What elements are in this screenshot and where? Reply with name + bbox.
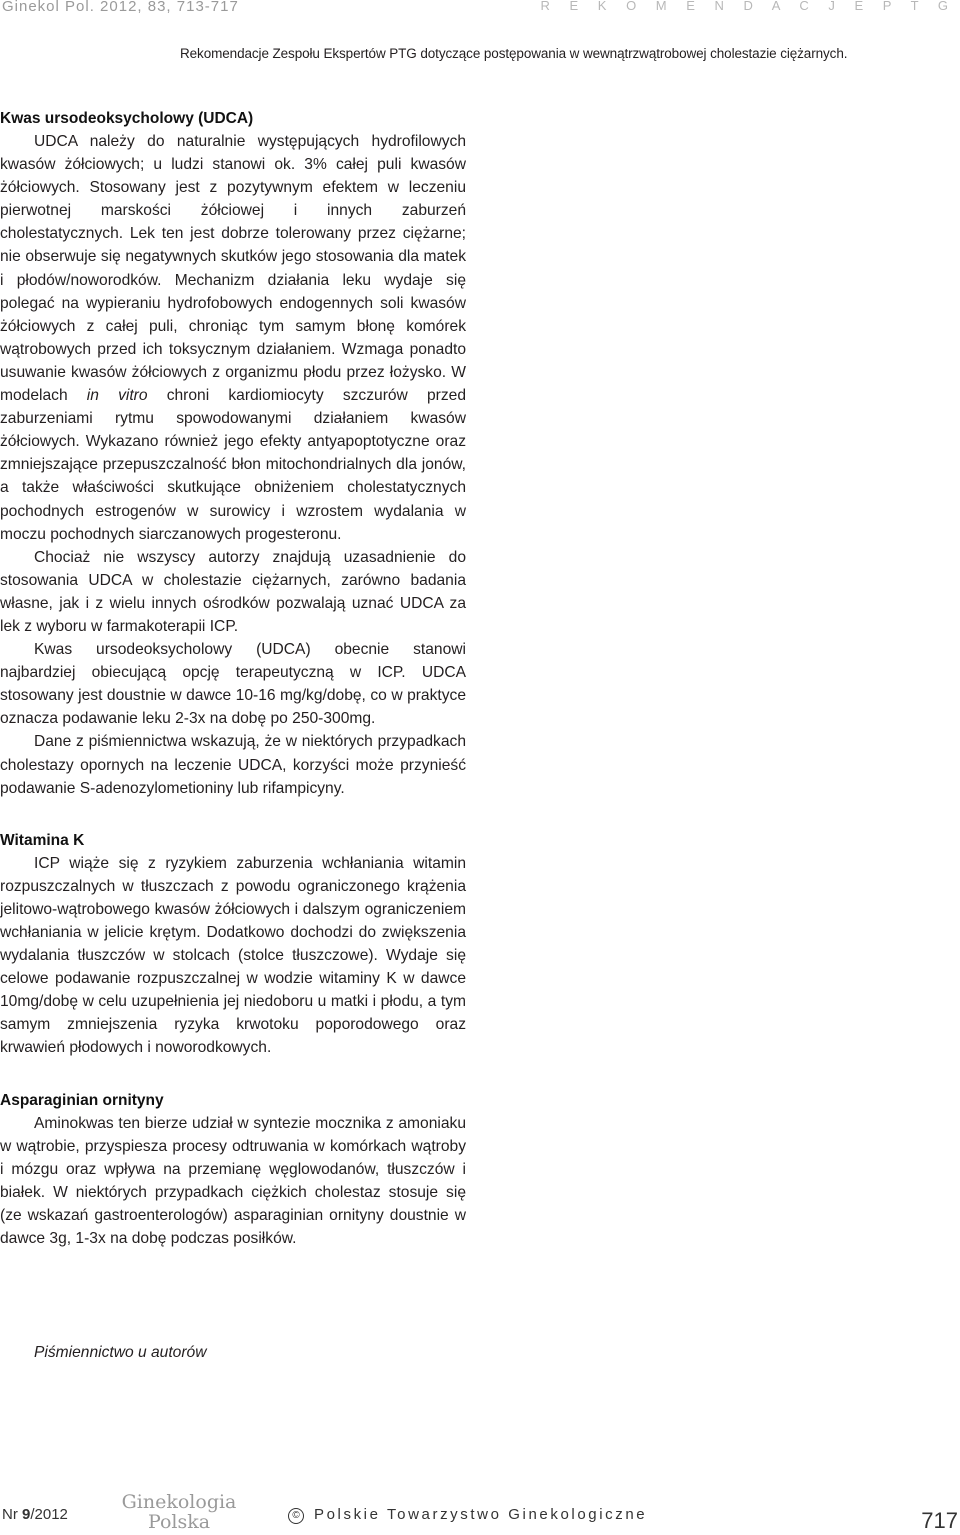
issue-number [2, 1506, 68, 1523]
heading-vitamin-k: Witamina K [0, 831, 85, 849]
publisher-name: Polskie Towarzystwo Ginekologiczne [314, 1506, 648, 1523]
copyright [288, 1506, 647, 1524]
paragraph-udca-2: Chociaż nie wszyscy autorzy znajdują uzasadnienie do stosowania UDCA w cholestazie ciężarnych, zarówno badania własne, jak i z wielu innych ośrodków pozwalają uznać UDCA za lek z wyboru w farmakoterapii ICP. [0, 548, 466, 635]
italic-term: in vitro [86, 387, 148, 405]
copyright-icon: © [288, 1508, 304, 1524]
issue-year: /2012 [30, 1506, 68, 1523]
page-number: 717 [921, 1508, 958, 1533]
page-footer [0, 1492, 960, 1535]
paragraph-vitamin-k: ICP wiąże się z ryzykiem zaburzenia wchłaniania witamin rozpuszczalnych w tłuszczach z powodu ograniczonego krążenia jelitowo-wątrobowego kwasów żółciowych i dalszym ograniczeniem wchłaniania w jelicie krętym. Dodatkowo dochodzi do zwiększenia wydalania tłuszczów w stolcach (stolce tłuszczowe). Wydaje się celowe podawanie rozpuszczalnej w wodzie witaminy K w dawce 10mg/dobę w celu uzupełnienia jej niedoboru u matki i płodu, a tym samym zmniejszenia ryzyka krwotoku poporodowego oraz krwawień płodowych i noworodkowych. [0, 854, 466, 1057]
text-run: chroni kardiomiocyty szczurów przed zaburzeniami rytmu spowodowanymi działaniem kwasów żółciowych. Wykazano również jego efekty antyapoptotyczne oraz zmniejszające przepuszczalność błon mitochondrialnych dla jonów, a także właściwości skutkujące obniżeniem cholestatycznych pochodnych estrogenów w surowicy i wzrostem wydalania w moczu pochodnych siarczanowych progesteronu. [0, 387, 466, 543]
issue-num: 9 [22, 1506, 31, 1523]
section-label: R E K O M E N D A C J E P T G [540, 0, 956, 13]
logo-line-1: Ginekologia [121, 1491, 237, 1513]
issue-prefix: Nr [2, 1506, 22, 1523]
paragraph-udca-4: Dane z piśmiennictwa wskazują, że w niektórych przypadkach cholestazy opornych na leczenie UDCA, korzyści może przynieść podawanie S-adenozylometioniny lub rifampicyny. [0, 733, 466, 797]
article-body [0, 108, 466, 1362]
heading-ornithine: Asparaginian ornityny [0, 1091, 164, 1109]
text-run: UDCA należy do naturalnie występujących hydrofilowych kwasów żółciowych; u ludzi stanowi ok. 3% całej puli kwasów żółciowych. Stosowany jest z pozytywnym efektem w leczeniu pierwotnej marskości żółciowej i innych zaburzeń cholestatycznych. Lek ten jest dobrze tolerowany przez ciężarne; nie obserwuje się negatywnych skutków jego stosowania dla matek i płodów/noworodków. Mechanizm działania leku wydaje się polegać na wypieraniu hydrofobowych endogennych soli kwasów żółciowych z całej puli, chroniąc tym samym błonę komórek wątrobowych przed ich toksycznym działaniem. Wzmaga ponadto usuwanie kwasów żółciowych z organizmu płodu przez łożysko. W modelach [0, 133, 466, 405]
paragraph-udca-1 [0, 130, 466, 546]
paragraph-udca-3: Kwas ursodeoksycholowy (UDCA) obecnie stanowi najbardziej obiecującą opcję terapeutyczną w ICP. UDCA stosowany jest doustnie w dawce 10-16 mg/kg/dobę, co w praktyce oznacza podawanie leku 2-3x na dobę po 250-300mg. [0, 641, 466, 728]
references-note: Piśmiennictwo u autorów [34, 1344, 207, 1362]
heading-udca: Kwas ursodeoksycholowy (UDCA) [0, 110, 254, 127]
running-title: Rekomendacje Zespołu Ekspertów PTG dotyczące postępowania w wewnątrzwątrobowej cholestazie ciężarnych. [180, 46, 848, 61]
journal-reference: Ginekol Pol. 2012, 83, 713-717 [2, 0, 239, 15]
logo-line-2: Polska [147, 1511, 211, 1533]
journal-logo [116, 1492, 242, 1532]
paragraph-ornithine: Aminokwas ten bierze udział w syntezie mocznika z amoniaku w wątrobie, przyspiesza procesy odtruwania w komórkach wątroby i mózgu oraz wpływa na przemianę węglowodanów, tłuszczów i białek. W niektórych przypadkach ciężkich cholestaz stosuje się (ze wskazań gastroenterologów) asparaginian ornityny doustnie w dawce 3g, 1-3x na dobę podczas posiłków. [0, 1114, 466, 1248]
